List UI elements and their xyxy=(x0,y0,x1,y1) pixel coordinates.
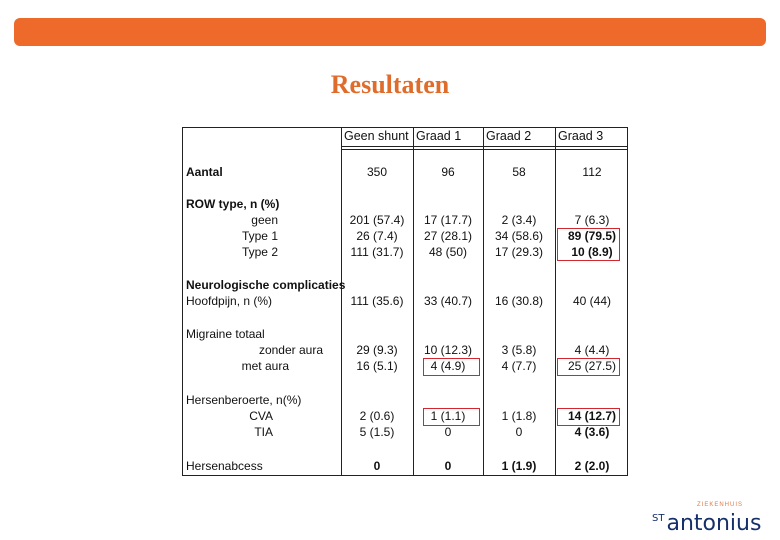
table-cell: 1 (1.8) xyxy=(501,409,537,423)
row-label-zonder-aura: zonder aura xyxy=(258,343,323,357)
highlight-box xyxy=(557,408,620,426)
results-table xyxy=(182,127,628,476)
header-graad-1: Graad 1 xyxy=(416,129,462,143)
table-cell: 5 (1.5) xyxy=(359,425,395,439)
table-cell: 4 (3.6) xyxy=(574,425,610,439)
logo-subtitle: ZIEKENHUIS xyxy=(697,502,744,508)
highlight-box xyxy=(423,408,480,426)
row-label-hersenabcess: Hersenabcess xyxy=(186,459,263,473)
table-cell: 201 (57.4) xyxy=(349,213,405,227)
table-cell: 89 (79.5) xyxy=(567,229,617,243)
table-cell: 4 (4.4) xyxy=(574,343,610,357)
table-cell: 2 (3.4) xyxy=(501,213,537,227)
table-cell: 58 xyxy=(512,165,526,179)
row-label-neurologische: Neurologische complicaties xyxy=(186,278,346,292)
table-cell: 1 (1.9) xyxy=(501,459,537,473)
table-cell: 16 (30.8) xyxy=(494,294,544,308)
row-label-row-type: ROW type, n (%) xyxy=(186,197,280,211)
table-cell: 4 (4.9) xyxy=(430,359,466,373)
st-antonius-logo xyxy=(652,511,761,536)
row-label-migraine: Migraine totaal xyxy=(186,327,265,341)
table-cell: 16 (5.1) xyxy=(356,359,398,373)
row-label-tia: TIA xyxy=(254,425,273,439)
table-cell: 25 (27.5) xyxy=(567,359,617,373)
header-graad-3: Graad 3 xyxy=(558,129,604,143)
table-cell: 10 (8.9) xyxy=(571,245,613,259)
table-cell: 7 (6.3) xyxy=(574,213,610,227)
header-accent-bar xyxy=(14,18,766,46)
table-cell: 111 (35.6) xyxy=(350,294,404,308)
logo-st: ST xyxy=(652,513,665,524)
table-cell: 0 xyxy=(444,459,452,473)
table-cell: 27 (28.1) xyxy=(423,229,473,243)
table-cell: 112 xyxy=(582,165,602,179)
table-cell: 26 (7.4) xyxy=(356,229,398,243)
row-label-hersenberoerte: Hersenberoerte, n(%) xyxy=(186,393,302,407)
row-label-type-2: Type 2 xyxy=(241,245,278,259)
table-cell: 14 (12.7) xyxy=(567,409,617,423)
row-label-aantal: Aantal xyxy=(186,165,223,179)
header-graad-2: Graad 2 xyxy=(486,129,532,143)
table-cell: 2 (0.6) xyxy=(359,409,395,423)
row-label-met-aura: met aura xyxy=(241,359,289,373)
table-cell: 33 (40.7) xyxy=(423,294,473,308)
row-label-hoofdpijn: Hoofdpijn, n (%) xyxy=(186,294,273,308)
table-cell: 350 xyxy=(366,165,388,179)
table-cell: 1 (1.1) xyxy=(430,409,466,423)
table-cell: 0 xyxy=(373,459,381,473)
table-cell: 40 (44) xyxy=(572,294,612,308)
table-cell: 0 xyxy=(444,425,452,439)
table-cell: 17 (29.3) xyxy=(494,245,544,259)
header-rule xyxy=(341,149,627,150)
table-cell: 96 xyxy=(441,165,455,179)
logo-name: antonius xyxy=(666,511,762,536)
table-cell: 2 (2.0) xyxy=(574,459,610,473)
table-cell: 10 (12.3) xyxy=(423,343,473,357)
table-cell: 17 (17.7) xyxy=(423,213,473,227)
row-label-geen: geen xyxy=(251,213,278,227)
table-cell: 29 (9.3) xyxy=(356,343,398,357)
slide-title: Resultaten xyxy=(330,70,450,99)
highlight-box xyxy=(557,358,620,376)
table-cell: 111 (31.7) xyxy=(350,245,404,259)
row-label-cva: CVA xyxy=(249,409,273,423)
row-label-type-1: Type 1 xyxy=(241,229,278,243)
table-cell: 48 (50) xyxy=(428,245,468,259)
table-cell: 3 (5.8) xyxy=(501,343,537,357)
table-cell: 0 xyxy=(515,425,523,439)
header-geen-shunt: Geen shunt xyxy=(344,129,409,143)
table-cell: 4 (7.7) xyxy=(501,359,537,373)
highlight-box xyxy=(423,358,480,376)
header-rule xyxy=(341,146,627,147)
highlight-box xyxy=(557,228,620,261)
table-cell: 34 (58.6) xyxy=(494,229,544,243)
